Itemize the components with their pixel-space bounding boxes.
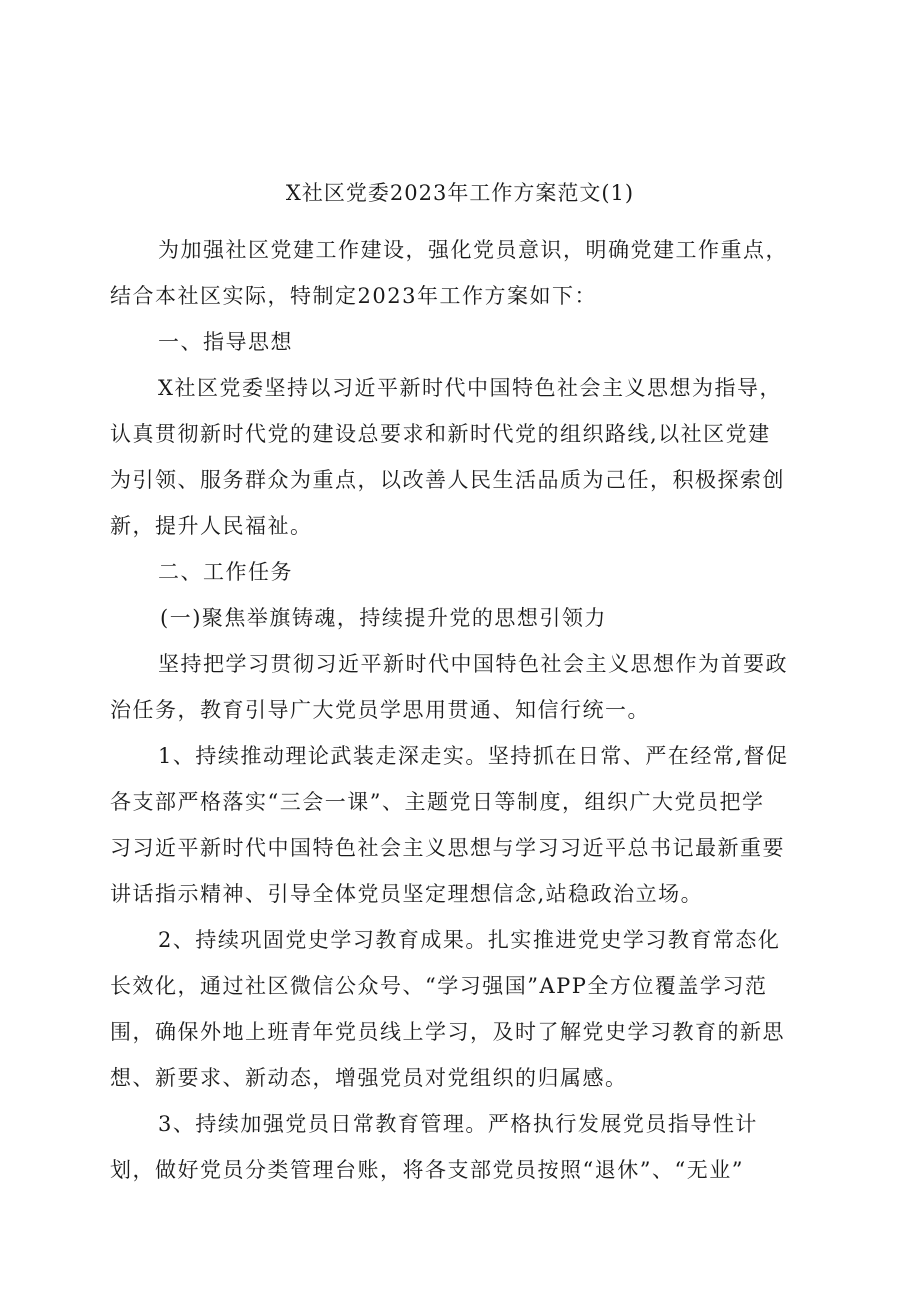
- paragraph-line: 治任务，教育引导广大党员学思用贯通、知信行统一。: [110, 698, 650, 722]
- paragraph-line: 围，确保外地上班青年党员线上学习，及时了解党史学习教育的新思: [110, 1020, 785, 1044]
- paragraph-line: 习习近平新时代中国特色社会主义思想与学习习近平总书记最新重要: [110, 836, 785, 860]
- paragraph-line: 为引领、服务群众为重点，以改善人民生活品质为己任，积极探索创: [110, 468, 785, 492]
- paragraph-line: X社区党委坚持以习近平新时代中国特色社会主义思想为指导，: [158, 376, 782, 400]
- subsection-heading: (一)聚焦举旗铸魂，持续提升党的思想引领力: [160, 606, 607, 630]
- paragraph-line: 1、持续推动理论武装走深走实。坚持抓在日常、严在经常,督促: [158, 744, 789, 768]
- paragraph-line: 结合本社区实际，特制定2023年工作方案如下：: [110, 284, 597, 308]
- section-heading: 一、指导思想: [158, 330, 293, 354]
- paragraph-line: 划，做好党员分类管理台账，将各支部党员按照“退休”、“无业”: [110, 1158, 744, 1182]
- paragraph-line: 长效化，通过社区微信公众号、“学习强国”APP全方位覆盖学习范: [110, 974, 768, 998]
- paragraph-line: 想、新要求、新动态，增强党员对党组织的归属感。: [110, 1066, 628, 1090]
- paragraph-line: 讲话指示精神、引导全体党员坚定理想信念,站稳政治立场。: [110, 882, 704, 906]
- paragraph-line: 各支部严格落实“三会一课”、主题党日等制度，组织广大党员把学: [110, 790, 765, 814]
- document-title: X社区党委2023年工作方案范文(1): [285, 181, 635, 205]
- paragraph-line: 2、持续巩固党史学习教育成果。扎实推进党史学习教育常态化: [158, 928, 781, 952]
- section-heading: 二、工作任务: [158, 560, 293, 584]
- paragraph-line: 新，提升人民福祉。: [110, 514, 313, 538]
- paragraph-line: 3、持续加强党员日常教育管理。严格执行发展党员指导性计: [158, 1112, 758, 1136]
- paragraph-line: 为加强社区党建工作建设，强化党员意识，明确党建工作重点，: [158, 238, 788, 262]
- paragraph-line: 认真贯彻新时代党的建设总要求和新时代党的组织路线,以社区党建: [110, 422, 771, 446]
- paragraph-line: 坚持把学习贯彻习近平新时代中国特色社会主义思想作为首要政: [158, 652, 788, 676]
